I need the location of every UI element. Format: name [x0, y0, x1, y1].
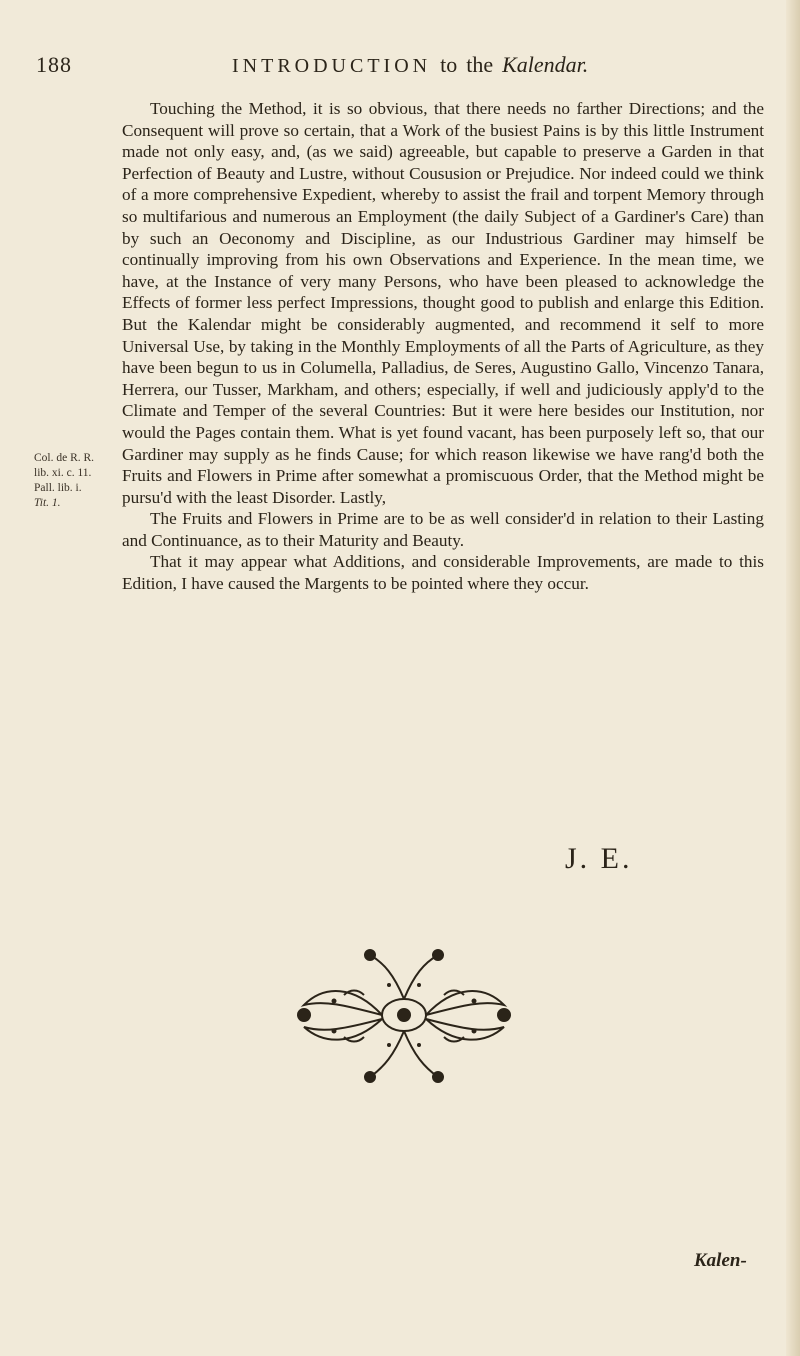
floral-ornament-icon [284, 945, 524, 1085]
paragraph-method: Touching the Method, it is so obvious, that there needs no farther Directions; and the Consequent will prove so certain, that a Work of the busiest Pains is by this little Instrument made not only easy, and, (as we said) agreeable, but capable to preserve a Garden in that Perfection of Beauty and Lustre, without Coususion or Prejudice. Nor indeed could we think of a more comprehensive Expedient, whereby to assist the frail and torpent Memory through so multifarious and numerous an Employment (the daily Subject of a Gardiner's Care) than by such an Oeconomy and Discipline, as our Industrious Gardiner may himself be continually improving from his own Observations and Experience. In the mean time, we have, at the Instance of very many Persons, who have been pleased to acknowledge the Effects of former less perfect Impressions, thought good to publish and enlarge this Edition. But the Kalendar might be considerably augmented, and recommend it self to more Universal Use, by taking in the Monthly Employments of all the Parts of Agriculture, as they have been begun to us in Columella, Palladius, de Seres, Augustino Gallo, Vincenzo Tanara, Herrera, our Tusser, Markham, and others; especially, if well and judiciously apply'd to the Climate and Temper of the several Countries: But it were here besides our Institution, nor would the Pages contain them. What is yet found vacant, has been purposely left so, that our Gardiner may supply as he finds Cause; for which reason likewise we have rang'd both the Fruits and Flowers in Prime after somewhat a promiscuous Order, that the Method might be pursu'd with the least Disorder. Lastly, [122, 99, 764, 507]
running-head-to: to [440, 52, 458, 77]
signature-initials: J. E. [565, 842, 633, 875]
margin-note-line: Col. de R. R. [34, 452, 95, 464]
running-head-italic: Kalendar. [502, 52, 589, 77]
running-head-caps: INTRODUCTION [232, 55, 432, 77]
page-edge [786, 0, 800, 1356]
margin-note-line: Tit. 1. [34, 497, 61, 509]
margin-note [34, 451, 124, 511]
margin-note-line: Pall. lib. i. [34, 482, 82, 494]
running-head-the: the [466, 52, 494, 77]
body-text [122, 98, 764, 595]
paragraph-additions: That it may appear what Additions, and considerable Improvements, are made to this Edition, I have caused the Margents to be pointed where they occur. [122, 552, 764, 594]
catchword: Kalen- [694, 1250, 747, 1271]
running-head [232, 52, 588, 78]
paragraph-fruits-flowers: The Fruits and Flowers in Prime are to be as well consider'd in relation to their Lasting and Continuance, as to their Maturity and Beauty. [122, 509, 764, 550]
page-number: 188 [36, 52, 72, 77]
margin-note-line: lib. xi. c. 11. [34, 467, 92, 479]
